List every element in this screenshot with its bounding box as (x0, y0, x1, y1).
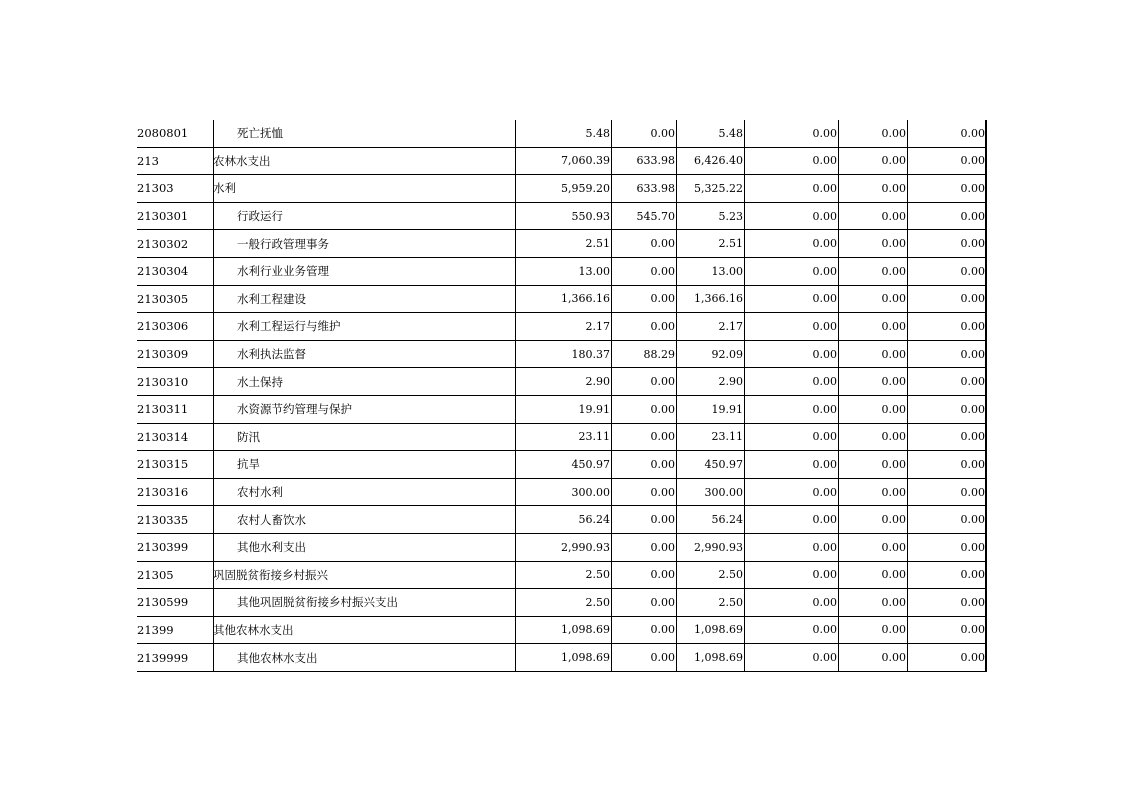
amount-cell: 0.00 (650, 319, 675, 333)
amount-cell: 2.90 (585, 375, 610, 389)
item-name-cell: 水资源节约管理与保护 (237, 402, 352, 417)
amount-cell: 56.24 (578, 513, 610, 527)
table-row (137, 644, 986, 672)
amount-cell: 0.00 (881, 237, 906, 251)
code-cell: 2130311 (137, 402, 189, 417)
table-row (137, 203, 986, 231)
amount-cell: 0.00 (960, 430, 985, 444)
column-divider (838, 120, 839, 672)
column-divider (907, 120, 908, 672)
amount-cell: 2.50 (718, 595, 743, 609)
item-name-cell: 抗旱 (237, 457, 260, 472)
amount-cell: 0.00 (881, 540, 906, 554)
amount-cell: 7,060.39 (561, 154, 610, 168)
amount-cell: 5.48 (585, 126, 610, 140)
amount-cell: 0.00 (650, 513, 675, 527)
amount-cell: 1,098.69 (694, 623, 743, 637)
amount-cell: 1,098.69 (561, 651, 610, 665)
code-cell: 21303 (137, 181, 174, 196)
amount-cell: 0.00 (650, 292, 675, 306)
amount-cell: 0.00 (650, 623, 675, 637)
amount-cell: 0.00 (650, 375, 675, 389)
amount-cell: 0.00 (960, 513, 985, 527)
amount-cell: 0.00 (881, 402, 906, 416)
amount-cell: 0.00 (812, 154, 837, 168)
amount-cell: 550.93 (571, 209, 610, 223)
amount-cell: 0.00 (960, 209, 985, 223)
amount-cell: 0.00 (881, 181, 906, 195)
table-row (137, 534, 986, 562)
item-name-cell: 水利行业业务管理 (237, 264, 329, 279)
amount-cell: 300.00 (571, 485, 610, 499)
table-row (137, 120, 986, 148)
amount-cell: 5,325.22 (694, 181, 743, 195)
table-row (137, 286, 986, 314)
amount-cell: 0.00 (881, 457, 906, 471)
amount-cell: 0.00 (881, 209, 906, 223)
amount-cell: 1,366.16 (561, 292, 610, 306)
amount-cell: 0.00 (650, 568, 675, 582)
amount-cell: 0.00 (960, 595, 985, 609)
item-name-cell: 农村水利 (237, 485, 283, 500)
code-cell: 2130316 (137, 485, 189, 500)
amount-cell: 0.00 (881, 568, 906, 582)
amount-cell: 0.00 (812, 319, 837, 333)
amount-cell: 0.00 (881, 595, 906, 609)
amount-cell: 2.17 (585, 319, 610, 333)
item-name-cell: 防汛 (237, 429, 260, 444)
amount-cell: 2.17 (718, 319, 743, 333)
table-row (137, 451, 986, 479)
code-cell: 2130310 (137, 374, 189, 389)
amount-cell: 0.00 (881, 513, 906, 527)
amount-cell: 0.00 (812, 485, 837, 499)
amount-cell: 0.00 (960, 485, 985, 499)
amount-cell: 0.00 (881, 292, 906, 306)
amount-cell: 0.00 (650, 651, 675, 665)
amount-cell: 545.70 (636, 209, 675, 223)
amount-cell: 0.00 (960, 623, 985, 637)
amount-cell: 0.00 (960, 237, 985, 251)
amount-cell: 0.00 (812, 430, 837, 444)
amount-cell: 2,990.93 (561, 540, 610, 554)
item-name-cell: 其他水利支出 (237, 540, 306, 555)
amount-cell: 19.91 (578, 402, 610, 416)
amount-cell: 300.00 (704, 485, 743, 499)
amount-cell: 0.00 (812, 209, 837, 223)
item-name-cell: 农村人畜饮水 (237, 512, 306, 527)
amount-cell: 2,990.93 (694, 540, 743, 554)
code-cell: 2130314 (137, 429, 189, 444)
table-row (137, 396, 986, 424)
amount-cell: 2.51 (718, 237, 743, 251)
amount-cell: 0.00 (881, 375, 906, 389)
amount-cell: 0.00 (881, 154, 906, 168)
code-cell: 2130306 (137, 319, 189, 334)
table-row (137, 313, 986, 341)
code-cell: 2130315 (137, 457, 189, 472)
item-name-cell: 水利工程运行与维护 (237, 319, 341, 334)
amount-cell: 0.00 (812, 651, 837, 665)
amount-cell: 23.11 (711, 430, 743, 444)
amount-cell: 6,426.40 (694, 154, 743, 168)
column-divider (985, 120, 987, 672)
amount-cell: 1,098.69 (561, 623, 610, 637)
amount-cell: 0.00 (960, 457, 985, 471)
amount-cell: 2.51 (585, 237, 610, 251)
item-name-cell: 水土保持 (237, 374, 283, 389)
amount-cell: 633.98 (636, 154, 675, 168)
amount-cell: 0.00 (960, 347, 985, 361)
amount-cell: 0.00 (881, 651, 906, 665)
amount-cell: 0.00 (881, 623, 906, 637)
amount-cell: 450.97 (704, 457, 743, 471)
table-row (137, 368, 986, 396)
amount-cell: 2.50 (585, 595, 610, 609)
amount-cell: 0.00 (960, 568, 985, 582)
table-row (137, 506, 986, 534)
amount-cell: 0.00 (881, 264, 906, 278)
column-divider (676, 120, 677, 672)
amount-cell: 56.24 (711, 513, 743, 527)
amount-cell: 0.00 (650, 237, 675, 251)
table-row (137, 258, 986, 286)
column-divider (744, 120, 745, 672)
amount-cell: 633.98 (636, 181, 675, 195)
code-cell: 213 (137, 153, 159, 168)
column-divider (611, 120, 612, 672)
code-cell: 2130399 (137, 540, 189, 555)
amount-cell: 5.23 (718, 209, 743, 223)
amount-cell: 450.97 (571, 457, 610, 471)
amount-cell: 0.00 (812, 347, 837, 361)
amount-cell: 0.00 (960, 154, 985, 168)
item-name-cell: 其他农林水支出 (213, 622, 294, 637)
amount-cell: 0.00 (650, 595, 675, 609)
table-row (137, 341, 986, 369)
amount-cell: 0.00 (650, 457, 675, 471)
amount-cell: 0.00 (650, 126, 675, 140)
code-cell: 2130302 (137, 236, 189, 251)
amount-cell: 5.48 (718, 126, 743, 140)
amount-cell: 0.00 (881, 347, 906, 361)
amount-cell: 1,366.16 (694, 292, 743, 306)
amount-cell: 0.00 (960, 126, 985, 140)
table-row (137, 589, 986, 617)
code-cell: 2130304 (137, 264, 189, 279)
amount-cell: 0.00 (960, 264, 985, 278)
amount-cell: 0.00 (812, 181, 837, 195)
table-row (137, 617, 986, 645)
amount-cell: 0.00 (812, 375, 837, 389)
amount-cell: 13.00 (711, 264, 743, 278)
amount-cell: 19.91 (711, 402, 743, 416)
amount-cell: 1,098.69 (694, 651, 743, 665)
amount-cell: 0.00 (812, 595, 837, 609)
amount-cell: 0.00 (812, 126, 837, 140)
amount-cell: 0.00 (881, 126, 906, 140)
item-name-cell: 一般行政管理事务 (237, 236, 329, 251)
code-cell: 2080801 (137, 126, 189, 141)
amount-cell: 0.00 (812, 292, 837, 306)
amount-cell: 180.37 (571, 347, 610, 361)
amount-cell: 0.00 (881, 319, 906, 333)
item-name-cell: 死亡抚恤 (237, 126, 283, 141)
item-name-cell: 巩固脱贫衔接乡村振兴 (213, 567, 328, 582)
amount-cell: 0.00 (960, 319, 985, 333)
amount-cell: 0.00 (812, 623, 837, 637)
table-row (137, 148, 986, 176)
item-name-cell: 农林水支出 (213, 153, 271, 168)
amount-cell: 0.00 (960, 375, 985, 389)
item-name-cell: 行政运行 (237, 209, 283, 224)
code-cell: 2139999 (137, 650, 189, 665)
code-cell: 21399 (137, 622, 174, 637)
code-cell: 2130305 (137, 291, 189, 306)
amount-cell: 0.00 (812, 457, 837, 471)
column-divider (515, 120, 516, 672)
code-cell: 2130309 (137, 347, 189, 362)
amount-cell: 2.90 (718, 375, 743, 389)
code-cell: 21305 (137, 567, 174, 582)
amount-cell: 0.00 (650, 430, 675, 444)
amount-cell: 0.00 (881, 430, 906, 444)
amount-cell: 0.00 (960, 540, 985, 554)
amount-cell: 0.00 (812, 237, 837, 251)
amount-cell: 0.00 (812, 513, 837, 527)
amount-cell: 13.00 (578, 264, 610, 278)
amount-cell: 23.11 (578, 430, 610, 444)
budget-table (137, 120, 986, 672)
amount-cell: 0.00 (812, 568, 837, 582)
amount-cell: 0.00 (960, 292, 985, 306)
amount-cell: 92.09 (711, 347, 743, 361)
table-row (137, 562, 986, 590)
item-name-cell: 其他农林水支出 (237, 650, 318, 665)
amount-cell: 5,959.20 (561, 181, 610, 195)
table-row (137, 424, 986, 452)
amount-cell: 2.50 (718, 568, 743, 582)
code-cell: 2130301 (137, 209, 189, 224)
amount-cell: 0.00 (812, 540, 837, 554)
amount-cell: 2.50 (585, 568, 610, 582)
item-name-cell: 水利执法监督 (237, 347, 306, 362)
amount-cell: 0.00 (650, 402, 675, 416)
amount-cell: 0.00 (881, 485, 906, 499)
table-row (137, 230, 986, 258)
code-cell: 2130335 (137, 512, 189, 527)
amount-cell: 88.29 (643, 347, 675, 361)
table-row (137, 479, 986, 507)
item-name-cell: 水利工程建设 (237, 291, 306, 306)
amount-cell: 0.00 (960, 402, 985, 416)
amount-cell: 0.00 (650, 485, 675, 499)
amount-cell: 0.00 (812, 264, 837, 278)
amount-cell: 0.00 (650, 540, 675, 554)
amount-cell: 0.00 (960, 651, 985, 665)
code-cell: 2130599 (137, 595, 189, 610)
column-divider (213, 120, 214, 672)
amount-cell: 0.00 (650, 264, 675, 278)
item-name-cell: 水利 (213, 181, 236, 196)
item-name-cell: 其他巩固脱贫衔接乡村振兴支出 (237, 595, 398, 610)
amount-cell: 0.00 (960, 181, 985, 195)
amount-cell: 0.00 (812, 402, 837, 416)
table-row (137, 175, 986, 203)
